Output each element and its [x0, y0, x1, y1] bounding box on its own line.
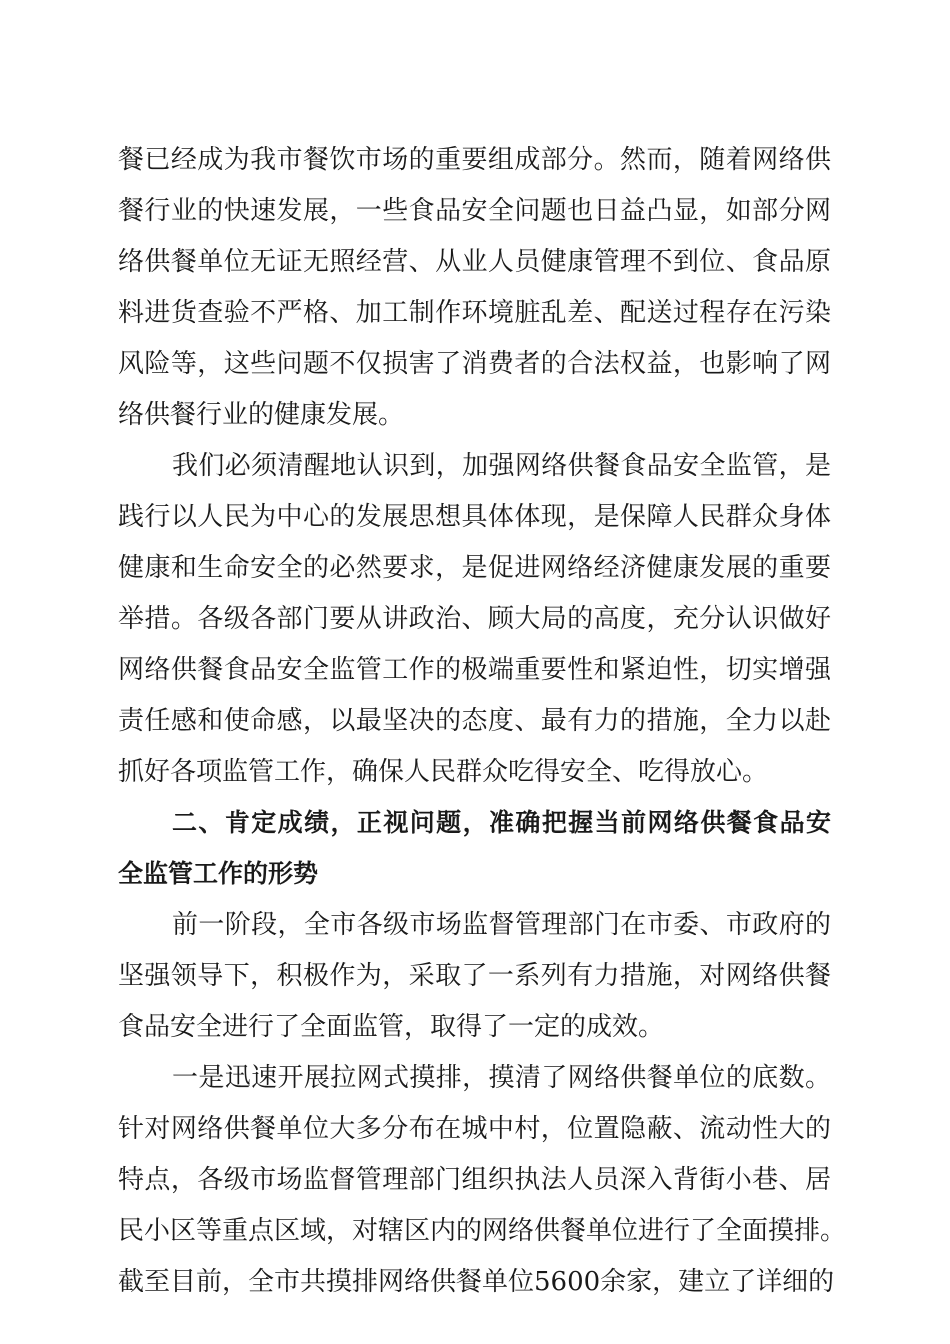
section-heading: 二、肯定成绩，正视问题，准确把握当前网络供餐食品安 [172, 808, 831, 837]
body-text-line: 坚强领导下，积极作为，采取了一系列有力措施，对网络供餐 [118, 961, 831, 991]
body-text-line: 络供餐行业的健康发展。 [118, 400, 405, 430]
body-text-line: 抓好各项监管工作，确保人民群众吃得安全、吃得放心。 [118, 757, 769, 787]
paragraph-first-line: 前一阶段，全市各级市场监督管理部门在市委、市政府的 [172, 910, 831, 940]
body-text-line: 截至目前，全市共摸排网络供餐单位5600余家，建立了详细的 [118, 1267, 835, 1297]
body-text-line: 餐已经成为我市餐饮市场的重要组成部分。然而，随着网络供 [118, 145, 831, 175]
section-heading-continued: 全监管工作的形势 [118, 859, 319, 888]
body-text-line: 食品安全进行了全面监管，取得了一定的成效。 [118, 1012, 665, 1042]
body-text-line: 健康和生命安全的必然要求，是促进网络经济健康发展的重要 [118, 553, 831, 583]
body-text-line: 举措。各级各部门要从讲政治、顾大局的高度，充分认识做好 [118, 604, 831, 634]
body-text-line: 料进货查验不严格、加工制作环境脏乱差、配送过程存在污染 [118, 298, 831, 328]
paragraph-first-line: 我们必须清醒地认识到，加强网络供餐食品安全监管，是 [172, 451, 831, 481]
body-text-line: 责任感和使命感，以最坚决的态度、最有力的措施，全力以赴 [118, 706, 831, 736]
body-text-line: 针对网络供餐单位大多分布在城中村，位置隐蔽、流动性大的 [118, 1114, 831, 1144]
body-text-line: 特点，各级市场监督管理部门组织执法人员深入背街小巷、居 [118, 1165, 831, 1195]
paragraph-first-line: 一是迅速开展拉网式摸排，摸清了网络供餐单位的底数。 [172, 1063, 831, 1093]
body-text-line: 民小区等重点区域，对辖区内的网络供餐单位进行了全面摸排。 [118, 1216, 847, 1246]
body-text-line: 络供餐单位无证无照经营、从业人员健康管理不到位、食品原 [118, 247, 831, 277]
body-text-line: 网络供餐食品安全监管工作的极端重要性和紧迫性，切实增强 [118, 655, 831, 685]
body-text-line: 风险等，这些问题不仅损害了消费者的合法权益，也影响了网 [118, 349, 831, 379]
body-text-line: 践行以人民为中心的发展思想具体体现，是保障人民群众身体 [118, 502, 831, 532]
body-text-line: 餐行业的快速发展，一些食品安全问题也日益凸显，如部分网 [118, 196, 831, 226]
